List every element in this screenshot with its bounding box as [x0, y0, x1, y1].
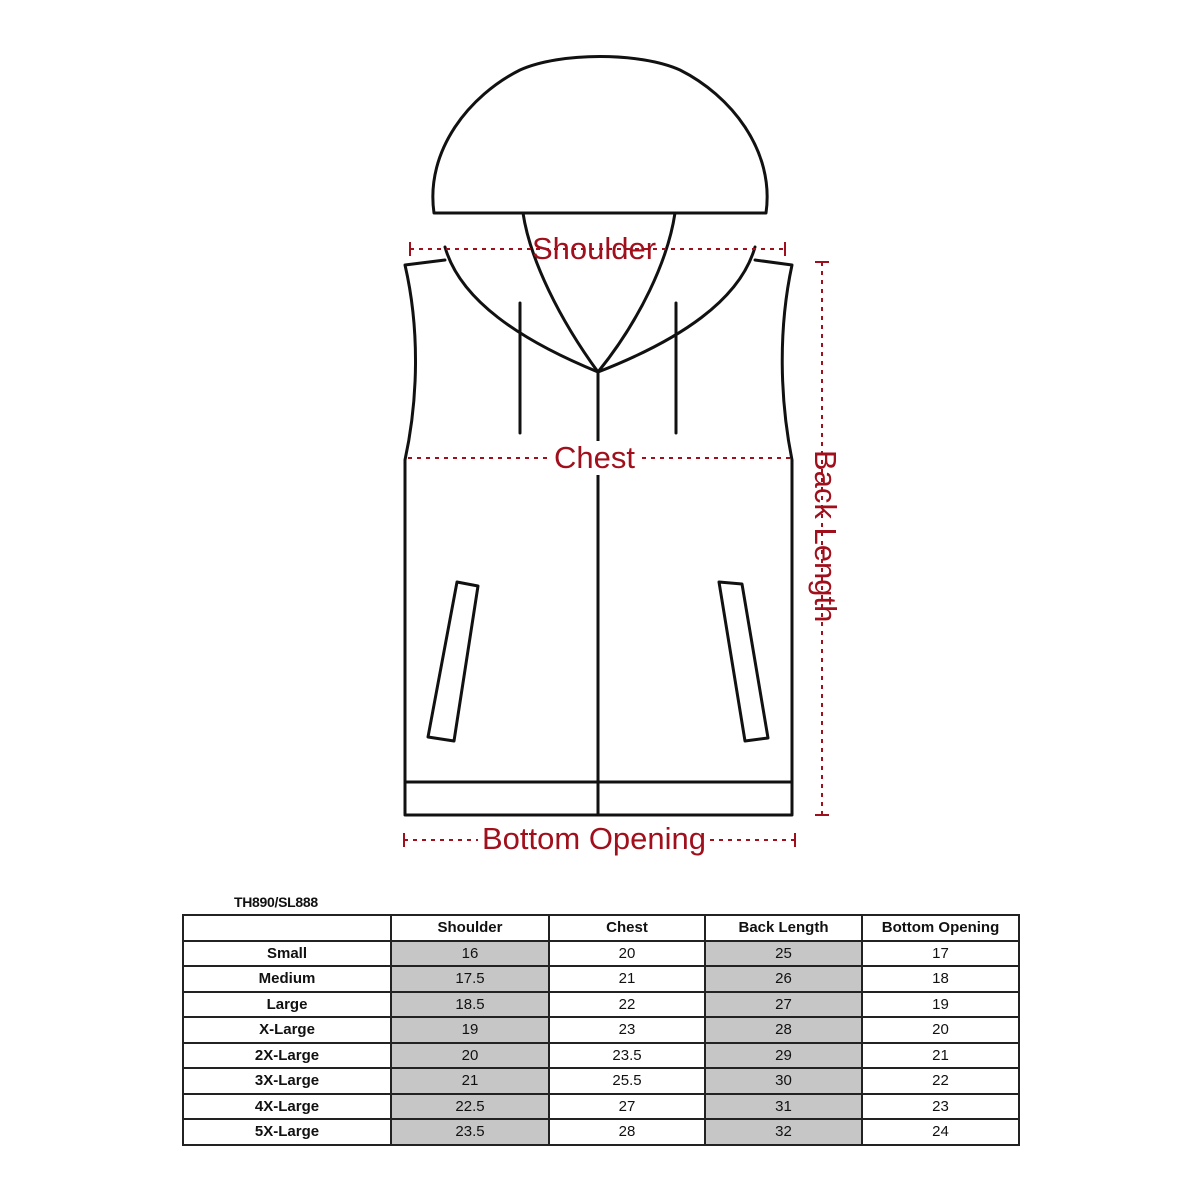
- table-row: [183, 941, 1019, 967]
- hood-outline: [433, 57, 767, 214]
- shoulder-cell: 22.5: [391, 1094, 549, 1120]
- chest-cell: 28: [549, 1119, 705, 1145]
- size-cell: 5X-Large: [183, 1119, 391, 1145]
- size-cell: 3X-Large: [183, 1068, 391, 1094]
- chest-cell: 23: [549, 1017, 705, 1043]
- table-row: [183, 1119, 1019, 1145]
- size-cell: Small: [183, 941, 391, 967]
- back-length-cell: 28: [705, 1017, 862, 1043]
- chest-cell: 20: [549, 941, 705, 967]
- bottom-opening-cell: 23: [862, 1094, 1019, 1120]
- table-row: [183, 1017, 1019, 1043]
- column-header-bottom-opening: Bottom Opening: [862, 915, 1019, 941]
- shoulder-label: Shoulder: [532, 231, 657, 266]
- column-header-shoulder: Shoulder: [391, 915, 549, 941]
- shoulder-cell: 16: [391, 941, 549, 967]
- column-header-size: [183, 915, 391, 941]
- bottom-opening-cell: 17: [862, 941, 1019, 967]
- back-length-label: Back Length: [808, 450, 843, 623]
- shoulder-cell: 17.5: [391, 966, 549, 992]
- table-row: [183, 1043, 1019, 1069]
- bottom-opening-cell: 20: [862, 1017, 1019, 1043]
- bottom-opening-cell: 19: [862, 992, 1019, 1018]
- back-length-cell: 32: [705, 1119, 862, 1145]
- bottom-opening-label: Bottom Opening: [478, 822, 710, 856]
- chest-cell: 22: [549, 992, 705, 1018]
- back-length-cell: 27: [705, 992, 862, 1018]
- shoulder-cell: 23.5: [391, 1119, 549, 1145]
- chest-label: Chest: [550, 441, 639, 475]
- bottom-opening-cell: 21: [862, 1043, 1019, 1069]
- shoulder-cell: 21: [391, 1068, 549, 1094]
- back-length-cell: 31: [705, 1094, 862, 1120]
- table-row: [183, 992, 1019, 1018]
- chest-cell: 23.5: [549, 1043, 705, 1069]
- table-row: [183, 1094, 1019, 1120]
- column-header-back-length: Back Length: [705, 915, 862, 941]
- size-cell: Large: [183, 992, 391, 1018]
- bottom-opening-cell: 24: [862, 1119, 1019, 1145]
- table-header-row: [183, 915, 1019, 941]
- table-row: [183, 966, 1019, 992]
- back-length-cell: 29: [705, 1043, 862, 1069]
- back-length-cell: 25: [705, 941, 862, 967]
- chest-cell: 25.5: [549, 1068, 705, 1094]
- table-row: [183, 1068, 1019, 1094]
- size-cell: X-Large: [183, 1017, 391, 1043]
- shoulder-cell: 20: [391, 1043, 549, 1069]
- shoulder-cell: 19: [391, 1017, 549, 1043]
- back-length-cell: 30: [705, 1068, 862, 1094]
- column-header-chest: Chest: [549, 915, 705, 941]
- bottom-opening-cell: 22: [862, 1068, 1019, 1094]
- chest-cell: 27: [549, 1094, 705, 1120]
- bottom-opening-cell: 18: [862, 966, 1019, 992]
- size-cell: 4X-Large: [183, 1094, 391, 1120]
- style-code: TH890/SL888: [234, 894, 318, 910]
- size-cell: 2X-Large: [183, 1043, 391, 1069]
- shoulder-cell: 18.5: [391, 992, 549, 1018]
- size-cell: Medium: [183, 966, 391, 992]
- size-chart-table: [182, 914, 1020, 1146]
- chest-cell: 21: [549, 966, 705, 992]
- back-length-cell: 26: [705, 966, 862, 992]
